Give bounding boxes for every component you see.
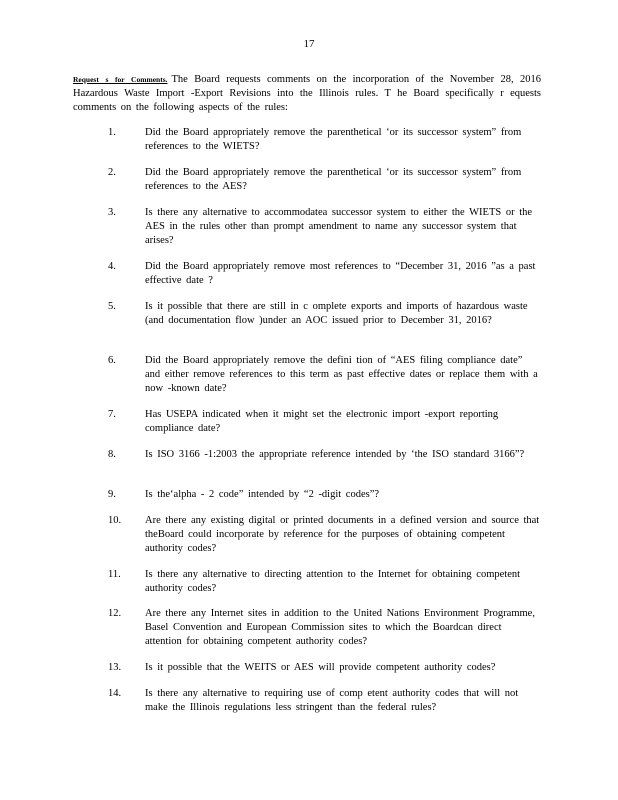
question-text: Did the Board appropriately remove most references to “December 31, 2016 ”as a past effective date ? bbox=[145, 261, 536, 286]
question-text: Is the‘alpha - 2 code” intended by “2 -digit codes”? bbox=[145, 489, 380, 500]
question-text: Has USEPA indicated when it might set the electronic import -export reporting compliance date? bbox=[145, 409, 499, 434]
question-text: Are there any Internet sites in addition to the United Nations Environment Programme, Basel Convention and European Commission sites to which the Boardcan direct attention for obtaining competent authority codes? bbox=[145, 608, 535, 647]
question-number: 7. bbox=[108, 409, 116, 420]
question-text: Are there any existing digital or printed documents in a defined version and source that theBoard could incorporate by reference for the purposes of obtaining competent authority codes? bbox=[145, 515, 540, 554]
question-number: 9. bbox=[108, 489, 116, 500]
question-text: Is it possible that there are still in c omplete exports and imports of hazardous waste (and documentation flow )under an AOC issued prior to December 31, 2016? bbox=[145, 301, 528, 326]
question-number: 11. bbox=[108, 569, 121, 580]
question-number: 13. bbox=[108, 662, 122, 673]
intro-paragraph bbox=[73, 73, 541, 115]
question-number: 14. bbox=[108, 688, 122, 699]
section-heading: Request s for Comments. bbox=[73, 75, 168, 84]
question-text: Did the Board appropriately remove the parenthetical ‘or its successor system” from references to the WIETS? bbox=[145, 127, 522, 152]
question-number: 6. bbox=[108, 355, 116, 366]
question-number: 10. bbox=[108, 515, 122, 526]
question-number: 5. bbox=[108, 301, 116, 312]
question-text: Is it possible that the WEITS or AES will provide competent authority codes? bbox=[145, 662, 496, 673]
question-number: 3. bbox=[108, 207, 116, 218]
question-number: 1. bbox=[108, 127, 116, 138]
question-number: 2. bbox=[108, 167, 116, 178]
question-text: Is there any alternative to requiring use of comp etent authority codes that will not make the Illinois regulations less stringent than the federal rules? bbox=[145, 688, 519, 713]
question-text: Is ISO 3166 -1:2003 the appropriate reference intended by ‘the ISO standard 3166”? bbox=[145, 449, 525, 460]
question-text: Is there any alternative to accommodatea successor system to either the WIETS or the AES in the rules other than prompt amendment to name any successor system that arises? bbox=[145, 207, 533, 246]
question-number: 4. bbox=[108, 261, 116, 272]
question-text: Is there any alternative to directing attention to the Internet for obtaining competent authority codes? bbox=[145, 569, 521, 594]
page-number: 17 bbox=[303, 38, 315, 50]
question-text: Did the Board appropriately remove the parenthetical ‘or its successor system” from references to the AES? bbox=[145, 167, 522, 192]
question-number: 12. bbox=[108, 608, 122, 619]
question-number: 8. bbox=[108, 449, 116, 460]
question-text: Did the Board appropriately remove the defini tion of “AES filing compliance date” and either remove references to this term as past effective dates or replace them with a now -known date? bbox=[145, 355, 538, 394]
intro-text: The Board requests comments on the incorporation of the November 28, 2016 Hazardous Waste Import -Export Revisions into the Illinois rules. T he Board specifically r equests comments on the following aspects of the rules: bbox=[73, 74, 541, 113]
